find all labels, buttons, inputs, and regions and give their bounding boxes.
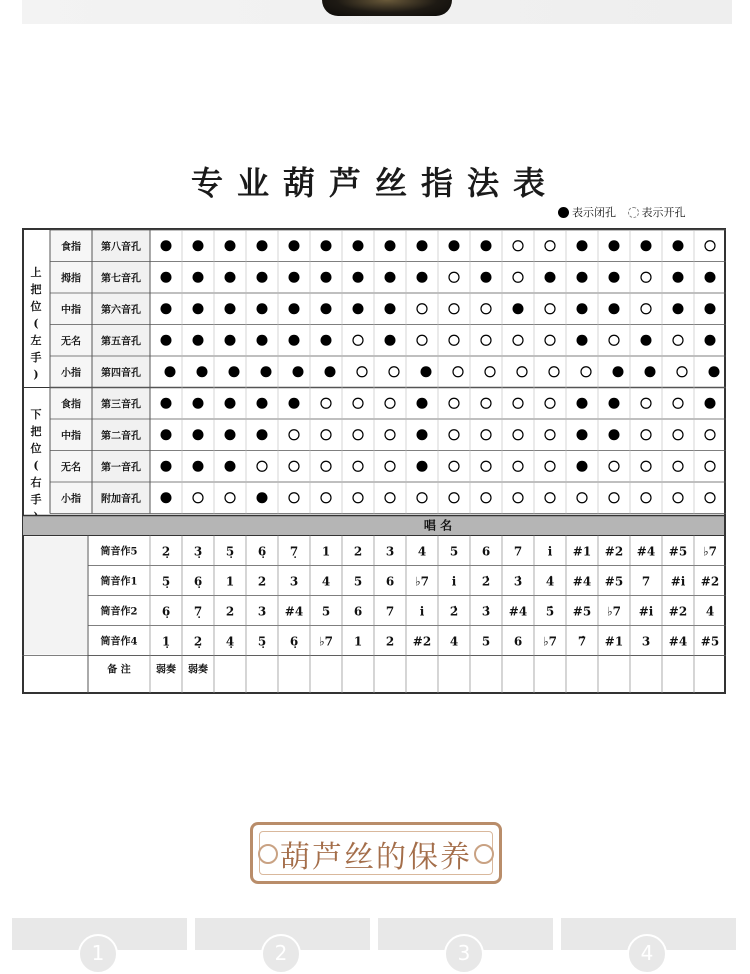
notation-left-block (24, 537, 87, 655)
closed-hole-mark (161, 461, 172, 472)
closed-hole-mark (417, 429, 428, 440)
closed-hole-mark (645, 366, 656, 377)
open-hole-mark (449, 304, 459, 314)
note-label: #4 (668, 634, 688, 649)
closed-hole-mark (225, 240, 236, 251)
open-hole-mark (641, 398, 651, 408)
open-hole-mark (673, 493, 683, 503)
section-label-char: ( (33, 459, 39, 472)
open-hole-mark (581, 367, 591, 377)
note-label: 5̣ (161, 574, 171, 589)
open-hole-mark (513, 241, 523, 251)
closed-hole-mark (257, 492, 268, 503)
open-hole-mark (193, 493, 203, 503)
closed-hole-mark (257, 429, 268, 440)
closed-hole-mark (225, 461, 236, 472)
open-hole-mark (353, 335, 363, 345)
care-card-3 (378, 918, 553, 965)
open-hole-mark (289, 461, 299, 471)
note-label: 4̇ (545, 574, 555, 589)
closed-hole-mark (193, 461, 204, 472)
section-label-char: 手 (30, 351, 42, 364)
closed-hole-mark (257, 272, 268, 283)
open-hole-mark (321, 461, 331, 471)
section-label-char: 把 (30, 425, 42, 438)
note-label: 5 (321, 604, 331, 619)
note-label: #5 (668, 544, 688, 559)
closed-hole-mark (289, 398, 300, 409)
closed-hole-mark (257, 240, 268, 251)
open-hole-mark (453, 367, 463, 377)
note-label: 7̣ (193, 604, 203, 619)
card-number: 4 (627, 934, 667, 974)
note-label: 3 (641, 634, 651, 649)
note-label: 5̣ (257, 634, 267, 649)
closed-hole-mark (609, 398, 620, 409)
closed-hole-mark (321, 303, 332, 314)
open-hole-mark (389, 367, 399, 377)
closed-hole-mark (385, 303, 396, 314)
note-label: 2 (385, 634, 395, 649)
open-hole-mark (705, 461, 715, 471)
note-label: 4 (417, 544, 427, 559)
note-label: 2̣ (161, 544, 171, 559)
closed-hole-mark (673, 272, 684, 283)
note-label: #2 (412, 634, 432, 649)
finger-label: 中指 (61, 304, 81, 316)
section-label-char: 位 (30, 300, 42, 313)
open-hole-mark (481, 398, 491, 408)
hole-label: 第四音孔 (101, 367, 141, 379)
legend (558, 204, 694, 221)
note-label: 2̇ (481, 574, 491, 589)
note-label: 2̇ (449, 604, 459, 619)
closed-hole-mark (421, 366, 432, 377)
note-label: 2 (225, 604, 235, 619)
note-label: 6 (353, 604, 363, 619)
hulusi-instrument-image (322, 0, 452, 16)
product-photo-strip (22, 0, 732, 24)
note-label: #2 (604, 544, 624, 559)
closed-hole-mark (257, 398, 268, 409)
closed-hole-mark (161, 335, 172, 346)
note-label: 6̣ (193, 574, 203, 589)
note-label: #i (670, 574, 686, 589)
closed-hole-mark (161, 492, 172, 503)
closed-hole-mark (385, 240, 396, 251)
closed-hole-mark (673, 240, 684, 251)
card-number: 1 (78, 934, 118, 974)
closed-hole-mark (641, 240, 652, 251)
open-hole-mark (289, 430, 299, 440)
open-hole-mark (545, 430, 555, 440)
note-label: 7̣ (289, 544, 299, 559)
note-label: i (419, 604, 425, 619)
note-label: 4̣ (225, 634, 235, 649)
finger-label: 小指 (61, 493, 81, 505)
note-label: 3̇ (513, 574, 523, 589)
open-hole-mark (481, 461, 491, 471)
closed-hole-mark (353, 272, 364, 283)
section-label-char: ) (33, 368, 39, 381)
note-label: 5̣ (225, 544, 235, 559)
open-hole-mark (513, 461, 523, 471)
page-title: 专业葫芦丝指法表 (190, 164, 559, 202)
closed-hole-mark (261, 366, 272, 377)
closed-hole-mark (577, 240, 588, 251)
note-label: ♭7 (606, 604, 622, 619)
open-hole-mark (417, 304, 427, 314)
care-section-banner (250, 822, 502, 884)
open-hole-mark (545, 493, 555, 503)
open-hole-mark (321, 398, 331, 408)
note-label: i (451, 574, 457, 589)
closed-hole-mark (709, 366, 720, 377)
note-label: #1 (604, 634, 624, 649)
note-label: ♭7 (702, 544, 718, 559)
remark-cell: 弱奏 (188, 664, 208, 676)
open-hole-mark (481, 304, 491, 314)
closed-hole-mark (417, 272, 428, 283)
note-label: 3̣ (193, 544, 203, 559)
closed-hole-mark (161, 398, 172, 409)
note-label: #4 (572, 574, 592, 589)
closed-hole-mark (289, 240, 300, 251)
closed-hole-mark (385, 272, 396, 283)
open-hole-mark (641, 430, 651, 440)
legend-closed (558, 204, 616, 220)
open-hole-mark (673, 398, 683, 408)
closed-hole-mark (289, 303, 300, 314)
open-hole-mark (357, 367, 367, 377)
open-hole-mark (449, 493, 459, 503)
closed-hole-mark (161, 272, 172, 283)
note-label: 4 (449, 634, 459, 649)
closed-hole-mark (641, 335, 652, 346)
note-label: 2̣ (193, 634, 203, 649)
note-label: 3̇ (481, 604, 491, 619)
remark-cell: 弱奏 (156, 664, 176, 676)
open-hole-mark (449, 335, 459, 345)
closed-hole-mark (613, 366, 624, 377)
note-label: 4 (321, 574, 331, 589)
section-label-char: 位 (30, 442, 42, 455)
open-hole-mark (449, 398, 459, 408)
notation-row-label: 筒音作1 (100, 576, 138, 588)
closed-hole-mark (609, 240, 620, 251)
open-hole-mark (641, 304, 651, 314)
closed-hole-mark (577, 272, 588, 283)
open-hole-mark (641, 493, 651, 503)
closed-hole-mark (353, 303, 364, 314)
open-hole-mark (353, 430, 363, 440)
note-label: ♭7 (414, 574, 430, 589)
open-hole-mark (545, 398, 555, 408)
closed-hole-mark (417, 240, 428, 251)
closed-hole-mark (229, 366, 240, 377)
closed-hole-mark (577, 303, 588, 314)
care-card-4 (561, 918, 736, 965)
sing-name-label: 唱 名 (423, 518, 453, 533)
open-hole-mark (321, 493, 331, 503)
open-hole-mark (673, 335, 683, 345)
closed-hole-mark (193, 303, 204, 314)
closed-hole-mark (161, 240, 172, 251)
legend-open-label: 表示开孔 (641, 206, 686, 219)
care-cards (12, 918, 738, 965)
note-label: 1 (321, 544, 331, 559)
note-label: 5 (481, 634, 491, 649)
open-hole-mark (481, 335, 491, 345)
open-hole-mark (609, 335, 619, 345)
open-hole-mark (481, 493, 491, 503)
hole-label: 第八音孔 (101, 241, 141, 253)
care-title: 葫芦丝的保养 (280, 840, 472, 875)
closed-hole-mark (321, 335, 332, 346)
closed-hole-mark (225, 272, 236, 283)
closed-hole-mark (193, 240, 204, 251)
finger-label: 无名 (61, 462, 81, 474)
open-hole-mark (705, 241, 715, 251)
open-hole-mark (609, 493, 619, 503)
closed-hole-mark (577, 461, 588, 472)
closed-hole-mark (609, 303, 620, 314)
section-label-char: 手 (30, 493, 42, 506)
hole-label: 附加音孔 (101, 493, 141, 505)
legend-open (628, 204, 686, 220)
hole-label: 第一音孔 (101, 462, 141, 474)
note-label: 5 (353, 574, 363, 589)
section-label-char: ( (33, 317, 39, 330)
note-label: 3 (289, 574, 299, 589)
note-label: #2 (668, 604, 688, 619)
open-hole-mark (677, 367, 687, 377)
open-hole-mark (449, 272, 459, 282)
open-hole-mark (385, 398, 395, 408)
section-label-char: 把 (30, 283, 42, 296)
closed-hole-mark (705, 335, 716, 346)
closed-hole-mark (609, 272, 620, 283)
closed-hole-mark (609, 429, 620, 440)
open-hole-mark (673, 430, 683, 440)
note-label: 2 (353, 544, 363, 559)
open-hole-mark (257, 461, 267, 471)
closed-hole-mark (193, 335, 204, 346)
closed-hole-mark (193, 429, 204, 440)
closed-hole-mark (293, 366, 304, 377)
open-hole-mark (353, 398, 363, 408)
note-label: 7 (513, 544, 523, 559)
closed-hole-mark (161, 429, 172, 440)
hole-label: 第二音孔 (101, 430, 141, 442)
open-hole-mark (641, 272, 651, 282)
note-label: 3 (385, 544, 395, 559)
closed-hole-mark (417, 398, 428, 409)
closed-hole-mark (481, 272, 492, 283)
open-hole-mark (705, 430, 715, 440)
open-hole-mark (545, 241, 555, 251)
open-hole-mark (289, 493, 299, 503)
closed-hole-mark (193, 272, 204, 283)
note-label: #5 (572, 604, 592, 619)
note-label: #i (638, 604, 654, 619)
open-hole-mark (513, 335, 523, 345)
note-label: 6̣ (161, 604, 171, 619)
open-hole-mark (705, 493, 715, 503)
section-label-char: 左 (30, 334, 42, 347)
closed-hole-mark (321, 240, 332, 251)
closed-hole-mark (577, 398, 588, 409)
sing-name-band (50, 516, 724, 536)
note-label: #4 (636, 544, 656, 559)
card-number: 3 (444, 934, 484, 974)
closed-hole-mark (705, 272, 716, 283)
closed-hole-mark (165, 366, 176, 377)
finger-label: 小指 (61, 367, 81, 379)
open-hole-mark (417, 493, 427, 503)
closed-hole-mark (321, 272, 332, 283)
closed-hole-mark (449, 240, 460, 251)
note-label: #4 (508, 604, 528, 619)
closed-hole-mark (225, 303, 236, 314)
hole-label: 第七音孔 (101, 273, 141, 285)
note-label: #5 (700, 634, 720, 649)
open-hole-mark (225, 493, 235, 503)
open-hole-mark (485, 367, 495, 377)
closed-hole-mark (481, 240, 492, 251)
note-label: 7 (385, 604, 395, 619)
closed-hole-mark (577, 429, 588, 440)
open-hole-mark (481, 430, 491, 440)
note-label: 6 (481, 544, 491, 559)
closed-hole-mark (417, 461, 428, 472)
finger-label: 食指 (61, 241, 81, 253)
open-hole-mark (513, 272, 523, 282)
care-card-2 (195, 918, 370, 965)
note-label: ♭7 (318, 634, 334, 649)
note-label: 7 (641, 574, 651, 589)
closed-hole-mark (289, 335, 300, 346)
finger-label: 拇指 (61, 273, 81, 285)
closed-hole-mark (705, 398, 716, 409)
section-label-char: 上 (30, 266, 42, 279)
note-label: 1 (353, 634, 363, 649)
note-label: #5 (604, 574, 624, 589)
closed-hole-mark (289, 272, 300, 283)
closed-hole-mark (325, 366, 336, 377)
note-label: i (547, 544, 553, 559)
open-hole-mark (385, 493, 395, 503)
closed-hole-mark (705, 303, 716, 314)
open-hole-icon (628, 207, 639, 218)
card-number: 2 (261, 934, 301, 974)
open-hole-mark (577, 493, 587, 503)
open-hole-mark (609, 461, 619, 471)
open-hole-mark (449, 461, 459, 471)
open-hole-mark (545, 335, 555, 345)
finger-label: 中指 (61, 430, 81, 442)
note-label: 6 (513, 634, 523, 649)
open-hole-mark (641, 461, 651, 471)
section-label-char: 下 (30, 408, 42, 421)
open-hole-mark (517, 367, 527, 377)
note-label: 6̣ (289, 634, 299, 649)
note-label: 6̣ (257, 544, 267, 559)
note-label: #2 (700, 574, 720, 589)
closed-hole-mark (545, 272, 556, 283)
closed-hole-mark (197, 366, 208, 377)
section-label-char: 右 (30, 476, 42, 489)
closed-hole-mark (161, 303, 172, 314)
open-hole-mark (385, 461, 395, 471)
note-label: 7̇ (577, 634, 587, 649)
open-hole-mark (549, 367, 559, 377)
hole-label: 第六音孔 (101, 304, 141, 316)
open-hole-mark (321, 430, 331, 440)
fingering-chart (22, 228, 728, 696)
open-hole-mark (353, 461, 363, 471)
finger-label: 食指 (61, 399, 81, 411)
note-label: 5̇ (545, 604, 555, 619)
open-hole-mark (449, 430, 459, 440)
remarks-label: 备 注 (107, 664, 131, 676)
hole-label: 第三音孔 (101, 399, 141, 411)
closed-hole-mark (385, 335, 396, 346)
closed-hole-mark (513, 303, 524, 314)
open-hole-mark (353, 493, 363, 503)
open-hole-mark (545, 461, 555, 471)
hole-label: 第五音孔 (101, 336, 141, 348)
note-label: 3 (257, 604, 267, 619)
closed-hole-mark (225, 429, 236, 440)
closed-hole-mark (225, 398, 236, 409)
open-hole-mark (513, 398, 523, 408)
legend-closed-label: 表示闭孔 (572, 206, 616, 219)
closed-hole-mark (225, 335, 236, 346)
open-hole-mark (417, 335, 427, 345)
note-label: #1 (572, 544, 592, 559)
note-label: 5 (449, 544, 459, 559)
note-label: ♭7 (542, 634, 558, 649)
closed-hole-mark (353, 240, 364, 251)
note-label: 2 (257, 574, 267, 589)
open-hole-mark (513, 493, 523, 503)
notation-row-label: 筒音作4 (100, 636, 138, 648)
closed-hole-mark (257, 335, 268, 346)
closed-hole-mark (257, 303, 268, 314)
note-label: 1 (225, 574, 235, 589)
note-label: 4̇ (705, 604, 715, 619)
open-hole-mark (673, 461, 683, 471)
notation-row-label: 筒音作2 (100, 606, 138, 618)
open-hole-mark (385, 430, 395, 440)
note-label: 6 (385, 574, 395, 589)
closed-hole-mark (673, 303, 684, 314)
closed-hole-mark (193, 398, 204, 409)
care-card-1 (12, 918, 187, 965)
finger-label: 无名 (61, 336, 81, 348)
closed-hole-icon (558, 207, 569, 218)
notation-row-label: 筒音作5 (100, 546, 138, 558)
sing-name-band-left (23, 516, 51, 536)
note-label: #4 (284, 604, 304, 619)
open-hole-mark (513, 430, 523, 440)
closed-hole-mark (577, 335, 588, 346)
note-label: 1̣ (161, 634, 171, 649)
open-hole-mark (545, 304, 555, 314)
